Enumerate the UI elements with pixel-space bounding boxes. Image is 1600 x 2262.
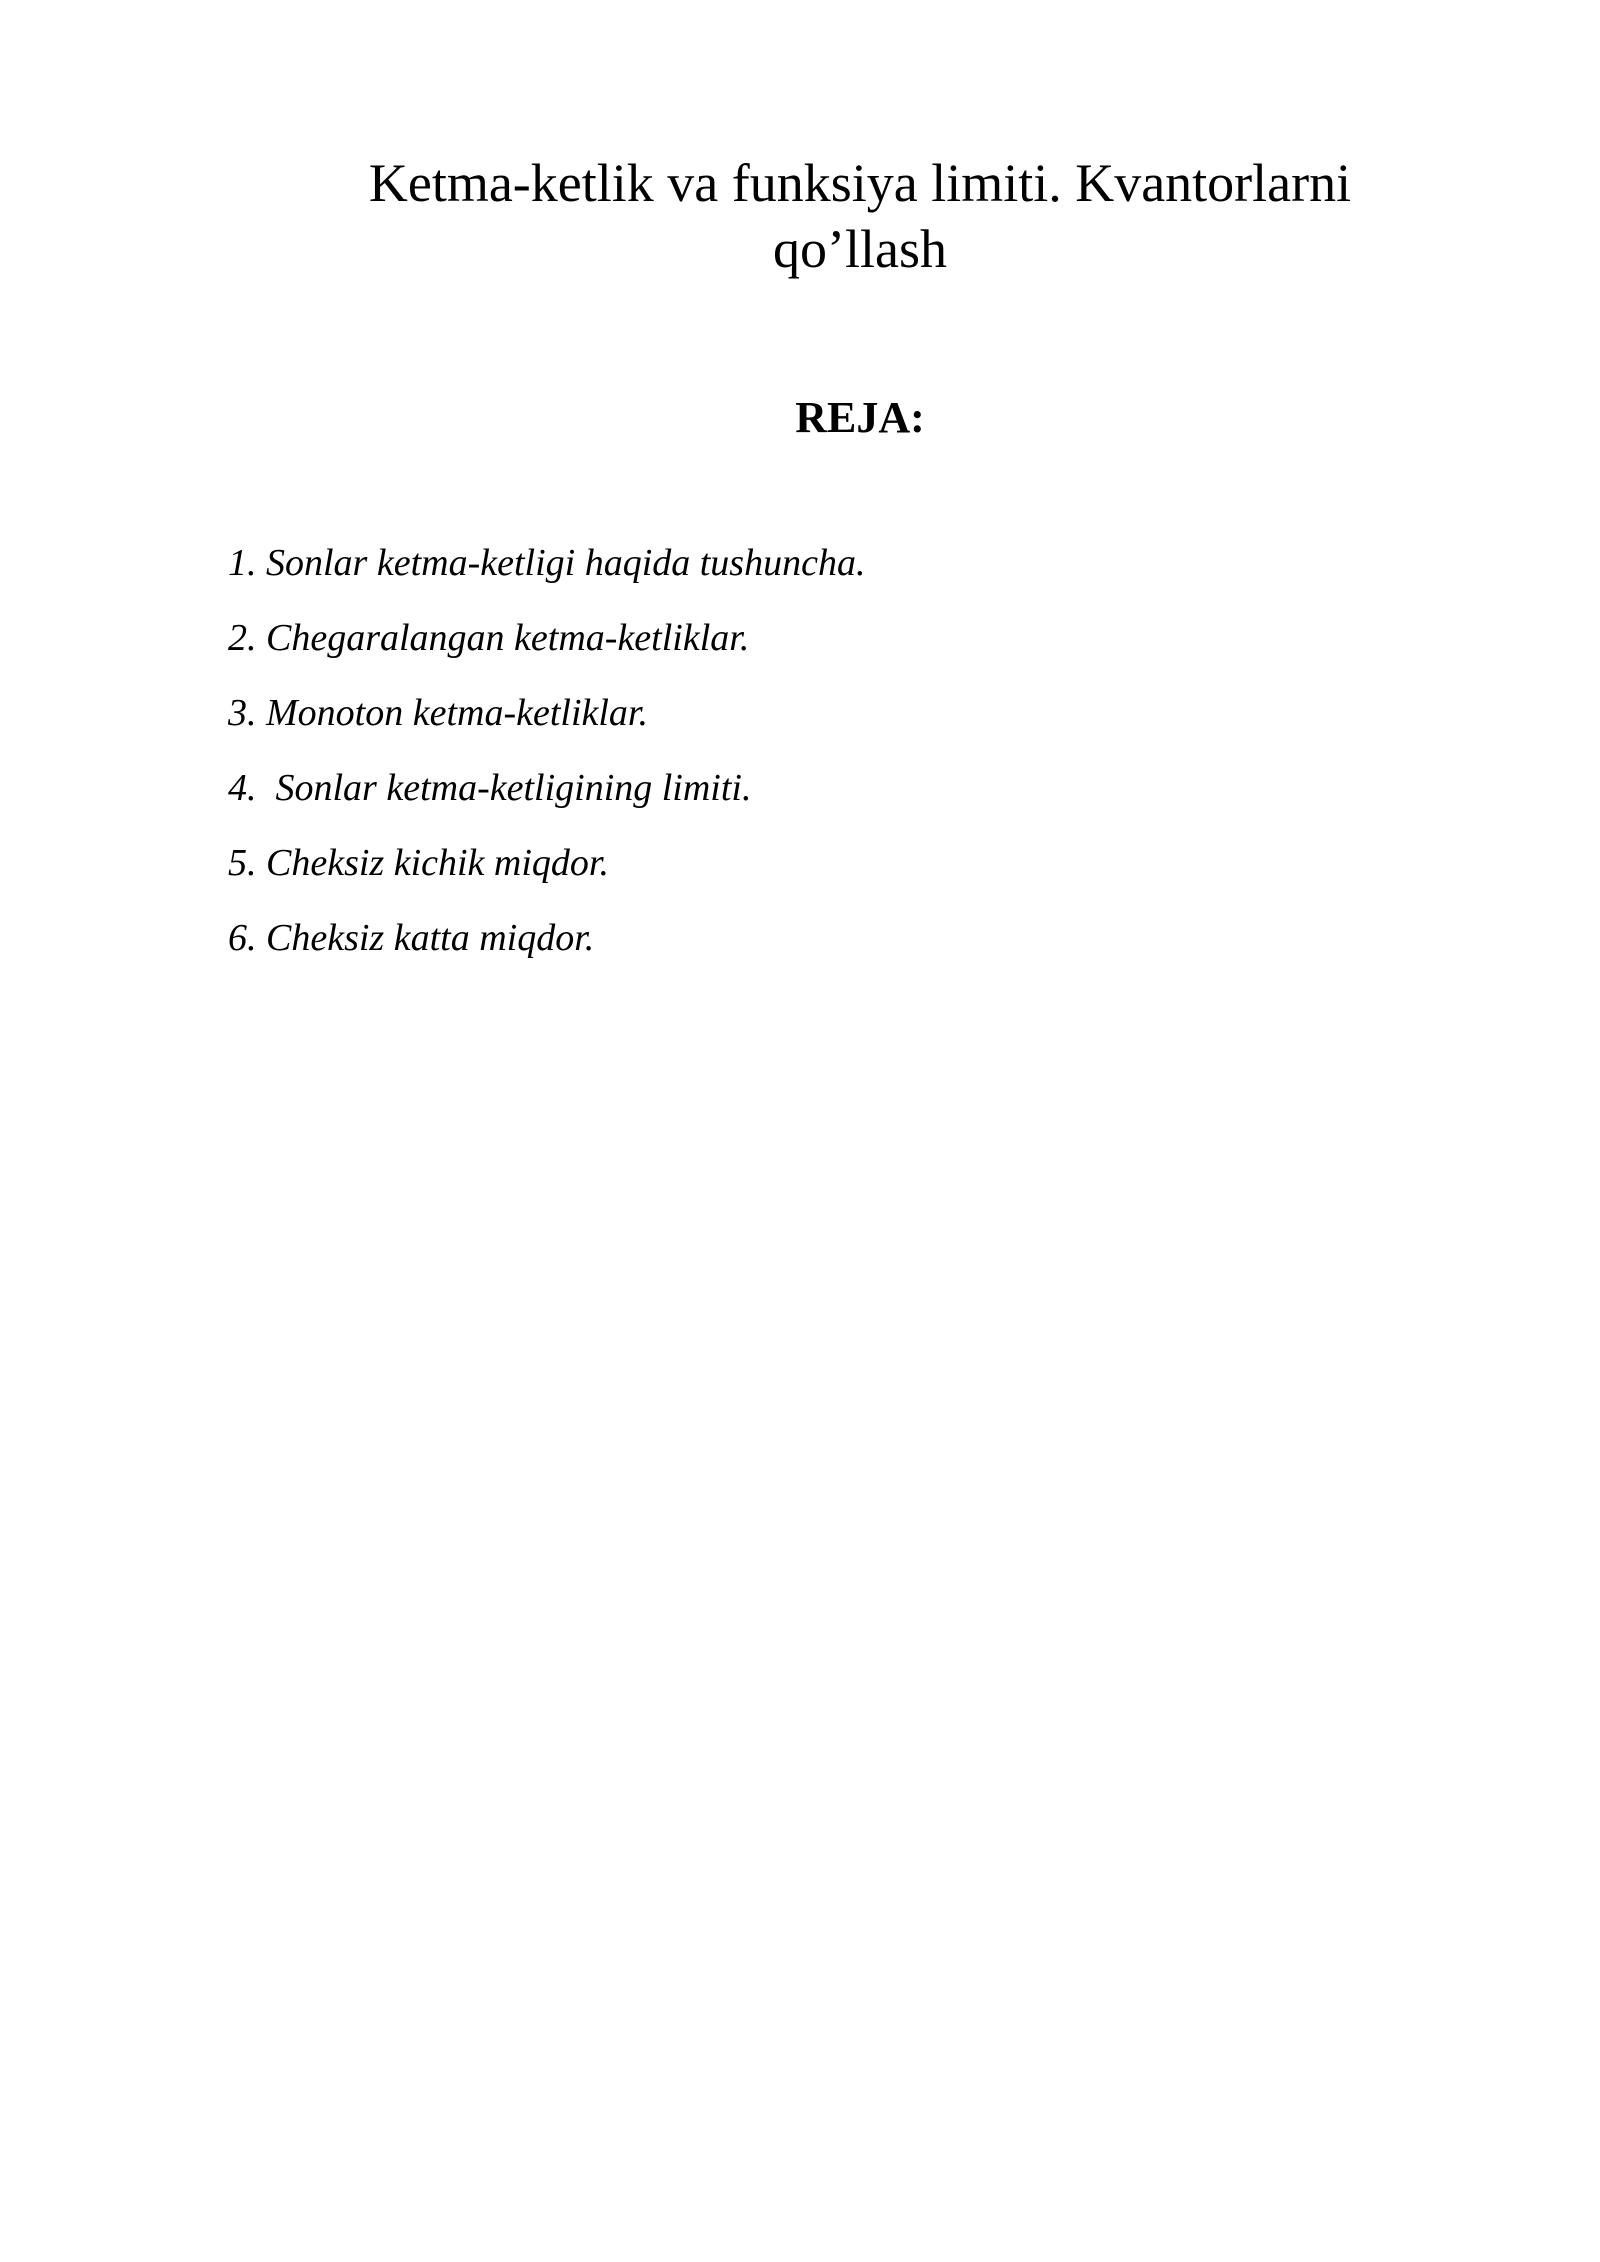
plan-item-number: 5. xyxy=(228,842,257,884)
plan-item-1 xyxy=(228,540,865,586)
plan-item-text: Chegaralangan ketma-ketliklar. xyxy=(266,617,750,659)
plan-item-number: 4. xyxy=(228,767,257,809)
plan-item-number: 2. xyxy=(228,617,257,659)
plan-item-text: Sonlar ketma-ketligi haqida tushuncha. xyxy=(256,542,866,584)
document-title xyxy=(300,150,1420,282)
plan-item-6 xyxy=(228,915,865,961)
plan-item-number: 6. xyxy=(228,917,257,959)
plan-heading: REJA: xyxy=(795,393,925,442)
plan-item-2 xyxy=(228,615,865,661)
plan-item-text: Cheksiz katta miqdor. xyxy=(256,917,595,959)
plan-item-3 xyxy=(228,690,865,736)
document-title-line-2: qo’llash xyxy=(773,219,947,279)
plan-item-text: Monoton ketma-ketliklar. xyxy=(266,692,649,734)
plan-item-number: 1. xyxy=(228,542,257,584)
plan-list xyxy=(228,540,865,990)
plan-item-text: Cheksiz kichik miqdor. xyxy=(256,842,610,884)
plan-item-5 xyxy=(228,840,865,886)
plan-item-4 xyxy=(228,765,865,811)
document-title-line-1: Ketma-ketlik va funksiya limiti. Kvantorlarni xyxy=(368,153,1352,213)
plan-item-number: 3. xyxy=(228,692,257,734)
plan-item-text: Sonlar ketma-ketligining limiti. xyxy=(256,767,752,809)
